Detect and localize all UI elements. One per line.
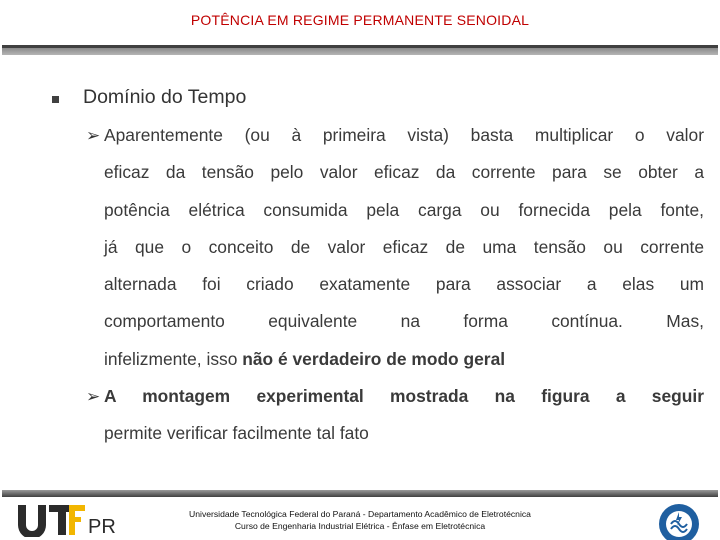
bullet-2-bold-text: A montagem experimental mostrada na figura a seguir (104, 386, 704, 406)
footer-institution (160, 508, 560, 532)
square-bullet-icon (52, 96, 59, 103)
footer-line-1: Universidade Tecnológica Federal do Paraná - Departamento Acadêmico de Eletrotécnica (189, 509, 531, 519)
footer-divider (2, 490, 718, 497)
bullet-1-line-2: eficaz da tensão pelo valor eficaz da corrente para se obter a (104, 162, 704, 183)
department-seal-icon (656, 502, 702, 540)
svg-text:PR: PR (88, 516, 116, 537)
bullet-1-line-7 (86, 341, 704, 378)
section-heading: Domínio do Tempo (83, 86, 247, 108)
slide-title: POTÊNCIA EM REGIME PERMANENTE SENOIDAL (190, 12, 530, 28)
arrow-bullet-icon: ➢ (86, 126, 101, 145)
emphasis-text: não é verdadeiro de modo geral (242, 348, 506, 369)
bullet-2-line-2: permite verificar facilmente tal fato (104, 423, 369, 444)
bullet-2-line-1 (86, 378, 704, 415)
bullet-1-line-5: alternada foi criado exatamente para associar a elas um (104, 274, 704, 295)
footer-line-2: Curso de Engenharia Industrial Elétrica - Ênfase em Eletrotécnica (234, 521, 486, 531)
bullet-paragraph-1 (86, 117, 704, 378)
bullet-1-line-4: já que o conceito de valor eficaz de uma tensão ou corrente (104, 236, 704, 257)
bullet-paragraph-2 (86, 378, 704, 453)
bullet-1-line-3: potência elétrica consumida pela carga ou fornecida pela fonte, (104, 199, 704, 220)
bullet-1-line-1 (86, 117, 704, 154)
arrow-bullet-icon: ➢ (86, 387, 101, 406)
bullet-1-line-6: comportamento equivalente na forma contínua. Mas, (104, 311, 704, 332)
title-divider (2, 45, 718, 55)
utfpr-logo (16, 503, 120, 537)
bullet-heading-row (52, 86, 246, 109)
bullet-1-text-1: Aparentemente (ou à primeira vista) basta multiplicar o valor (104, 125, 704, 145)
bullet-1-text-7: infelizmente, isso (104, 348, 243, 369)
